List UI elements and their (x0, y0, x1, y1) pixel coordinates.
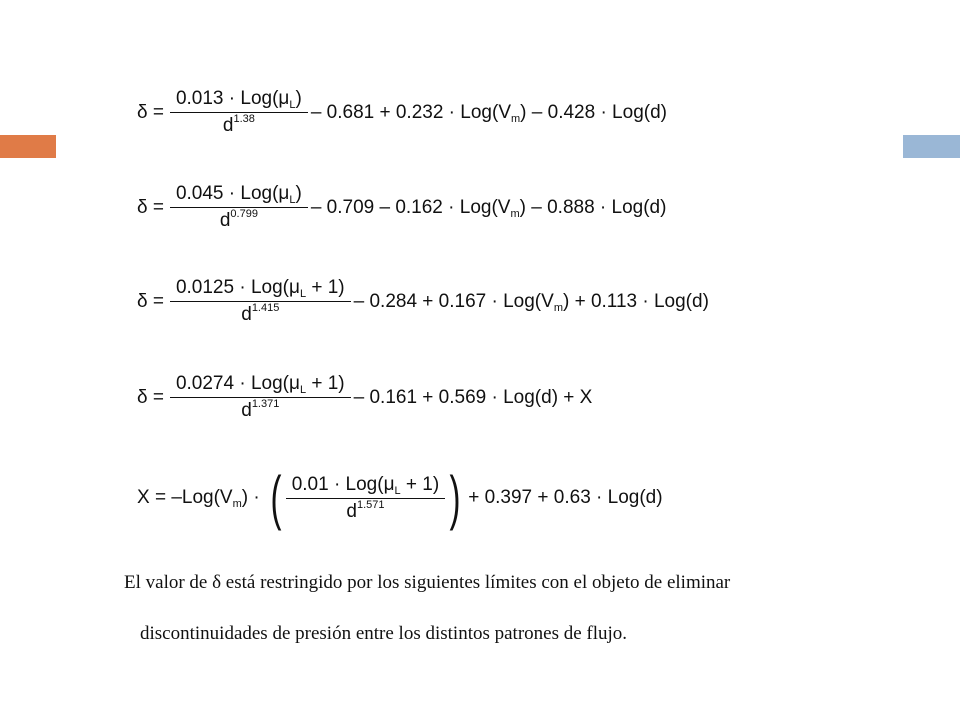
parenthesized-fraction (266, 464, 466, 531)
left-accent-bar (0, 135, 56, 158)
equation-lhs: δ = (137, 101, 164, 123)
equation-lhs: $X = -Log(V_m)$ · (137, 487, 260, 510)
left-paren: ( (270, 464, 282, 531)
denominator: $d^{1.571}$ (286, 498, 446, 523)
right-paren: ) (449, 464, 461, 531)
numerator: $0.01 \cdot Log(\mu_L + 1)$ (291, 473, 440, 497)
denominator: $d^{1.415}$ (170, 301, 351, 326)
numerator: $0.013 \cdot Log(\mu_L)$ (175, 88, 302, 111)
equation-lhs: δ = (137, 386, 164, 408)
paragraph-line-2: discontinuidades de presión entre los distintos patrones de flujo. (140, 623, 628, 644)
denominator: $d^{1.38}$ (170, 112, 308, 137)
paragraph-line-1: El valor de δ está restringido por los siguientes límites con el objeto de eliminar (124, 572, 731, 593)
fraction (173, 183, 305, 232)
denominator: $d^{0.799}$ (170, 207, 308, 232)
numerator: $0.0274 \cdot Log(\mu_L + 1)$ (175, 373, 345, 396)
equation-rest: – 0.161 + 0.569 · Log(d) + X (353, 386, 593, 408)
numerator: $0.0125 \cdot Log(\mu_L + 1)$ (175, 277, 345, 300)
equation-2 (137, 183, 666, 232)
equation-x (137, 464, 663, 531)
fraction (173, 277, 348, 326)
equation-rest: – $0.284 + 0.167 \cdot Log(V_m) + 0.113 \cdot Log(d)$ (353, 290, 709, 314)
equation-rest: – $0.681 + 0.232 \cdot Log(V_m) - 0.428 \cdot Log(d)$ (310, 101, 667, 125)
equation-1 (137, 88, 667, 137)
equation-rest: + 0.397 + 0.63 · Log(d) (468, 487, 663, 508)
right-accent-bar (903, 135, 960, 158)
numerator: $0.045 \cdot Log(\mu_L)$ (175, 183, 302, 206)
fraction (173, 88, 305, 137)
equation-lhs: δ = (137, 196, 164, 218)
equation-3 (137, 277, 709, 326)
fraction (173, 373, 348, 422)
fraction (289, 474, 443, 523)
equation-lhs: δ = (137, 290, 164, 312)
equation-4 (137, 373, 592, 422)
denominator: $d^{1.371}$ (170, 397, 351, 422)
equation-rest: – $0.709 - 0.162 \cdot Log(V_m) - 0.888 \cdot Log(d)$ (310, 196, 667, 220)
